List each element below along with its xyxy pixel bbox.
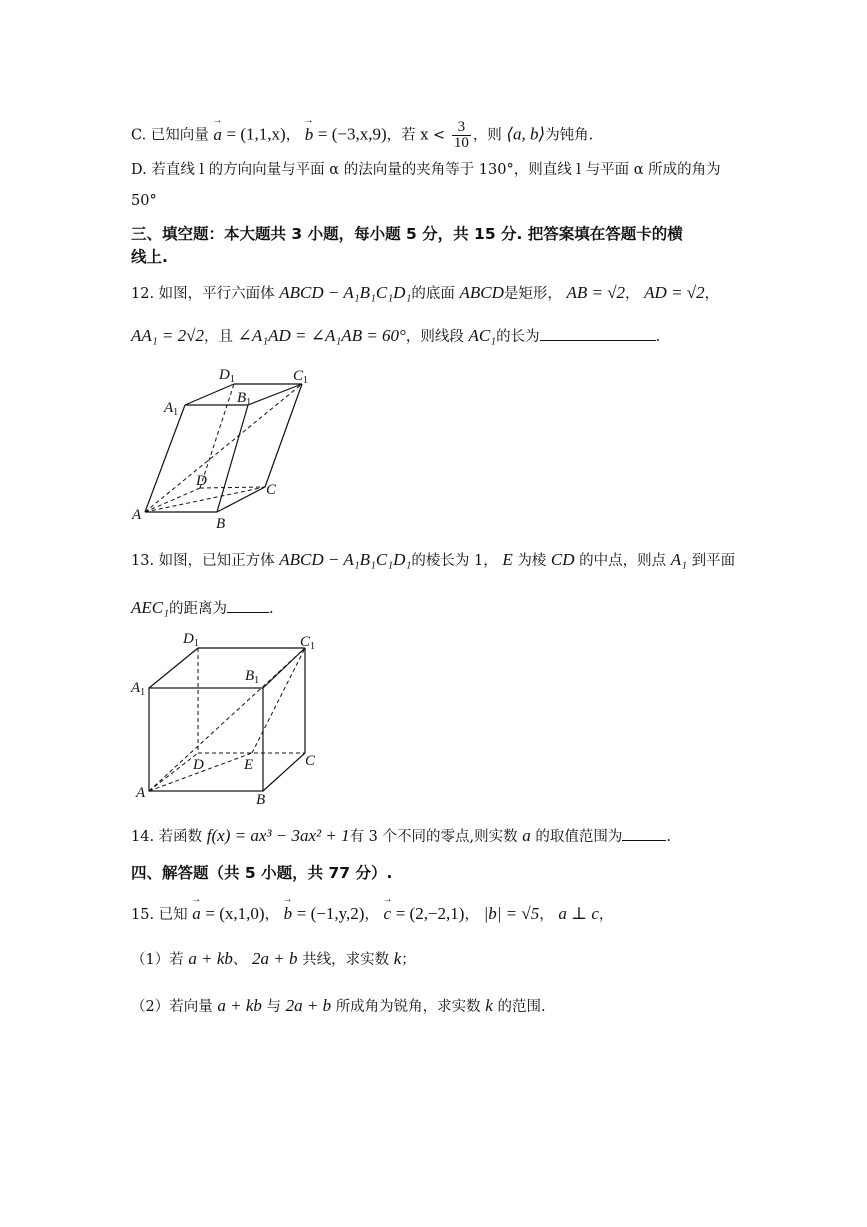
question-14: 14. 若函数 f(x) = ax³ − 3ax² + 1有 3 个不同的零点,则实数 a 的取值范围为 . (131, 826, 671, 845)
vector-c: → c (384, 905, 392, 922)
q12-aa1: AA₁ = 2√2 (131, 326, 204, 345)
option-c-tail: 为钝角. (545, 127, 594, 144)
answer-blank[interactable] (227, 598, 269, 613)
question-15-part1: （1）若 a + kb、 2a + b 共线，求实数 k； (131, 949, 416, 968)
question-13-line2: AEC₁的距离为 . (131, 598, 274, 617)
option-c-prefix: C. 已知向量 (131, 127, 209, 144)
label-c: C (266, 482, 277, 498)
fraction-three-tenths: $\frac{3}{10}$ (453, 119, 469, 151)
vector-a: → a (192, 905, 201, 922)
label-c1: $C_1$ (300, 634, 316, 652)
question-12-line1: 12. 如图，平行六面体 ABCD − A₁B₁C₁D₁的底面 ABCD是矩形， AB = √2， AD = √2， (131, 283, 720, 302)
option-c: C. 已知向量 → a = (1,1,x)， → b = (−3,x,9)，若 x < $\frac{3}{10}$ ，则 ⟨a, b⟩为钝角. (131, 120, 593, 151)
answer-blank[interactable] (540, 326, 656, 341)
question-15-part2: （2）若向量 a + kb 与 2a + b 所成角为锐角，求实数 k 的范围. (131, 996, 546, 1015)
q12-ac1: AC₁ (468, 326, 497, 345)
answer-blank[interactable] (622, 826, 666, 841)
parallelepiped-figure (128, 360, 328, 530)
b-norm: |b| = √5 (483, 904, 540, 923)
label-a1: $A_1$ (131, 680, 146, 698)
q13-plane: AEC₁ (131, 598, 170, 617)
vector-b: → b (305, 126, 314, 143)
q12-solid: ABCD − A₁B₁C₁D₁ (279, 283, 412, 302)
label-a: A (132, 507, 142, 523)
label-b: B (256, 792, 266, 808)
vector-angle: ⟨a, b⟩ (506, 124, 546, 144)
label-c1: $C_1$ (293, 368, 309, 386)
q13-solid: ABCD − A₁B₁C₁D₁ (279, 550, 412, 569)
label-a: A (136, 785, 146, 801)
vector-a: → a (213, 126, 222, 143)
cube-figure (128, 628, 328, 808)
vector-b-value: = (−3,x,9) (317, 124, 387, 144)
label-b1: $B_1$ (237, 390, 252, 408)
question-15: 15. 已知 → a = (x,1,0)， → b = (−1,y,2)， → c = (2,−2,1)， |b| = √5， a ⊥ c， (131, 905, 613, 923)
question-12-line2: AA₁ = 2√2，且 ∠A₁AD = ∠A₁AB = 60°，则线段 AC₁的长为 . (131, 326, 661, 345)
option-c-then: ，则 (472, 127, 502, 144)
label-d1: $D_1$ (183, 631, 199, 649)
vector-b: → b (284, 905, 293, 922)
vector-a-value: = (1,1,x) (226, 124, 286, 144)
option-d-line1: D. 若直线 l 的方向向量与平面 α 的法向量的夹角等于 130°，则直线 l 与平面 α 所成的角为 (131, 162, 721, 178)
label-b: B (216, 516, 226, 530)
label-a1: $A_1$ (164, 400, 179, 418)
label-e: E (244, 757, 254, 773)
question-13-line1: 13. 如图，已知正方体 ABCD − A₁B₁C₁D₁的棱长为 1， E 为棱 CD 的中点，则点 A₁ 到平面 (131, 550, 736, 569)
section-4-heading: 四、解答题（共 5 小题，共 77 分）. (131, 864, 393, 882)
q14-function: f(x) = ax³ − 3ax² + 1 (206, 826, 350, 845)
option-c-condition: ，若 x < (386, 127, 446, 144)
label-b1: $B_1$ (245, 668, 260, 686)
label-d: D (193, 757, 204, 773)
option-d-line2: 50° (131, 193, 157, 209)
label-d: D (196, 473, 207, 489)
label-d1: $D_1$ (219, 367, 235, 385)
q12-base: ABCD (459, 283, 504, 302)
a-perp-c: a ⊥ c (558, 904, 599, 923)
q12-angles: ∠A₁AD = ∠A₁AB = 60° (237, 326, 406, 345)
section-3-heading-cont: 线上. (131, 248, 168, 266)
section-3-heading: 三、填空题：本大题共 3 小题，每小题 5 分，共 15 分. 把答案填在答题卡的横 (131, 225, 683, 243)
q12-ab: AB = √2 (566, 283, 626, 302)
label-c: C (305, 753, 316, 769)
q12-ad: AD = √2 (644, 283, 705, 302)
